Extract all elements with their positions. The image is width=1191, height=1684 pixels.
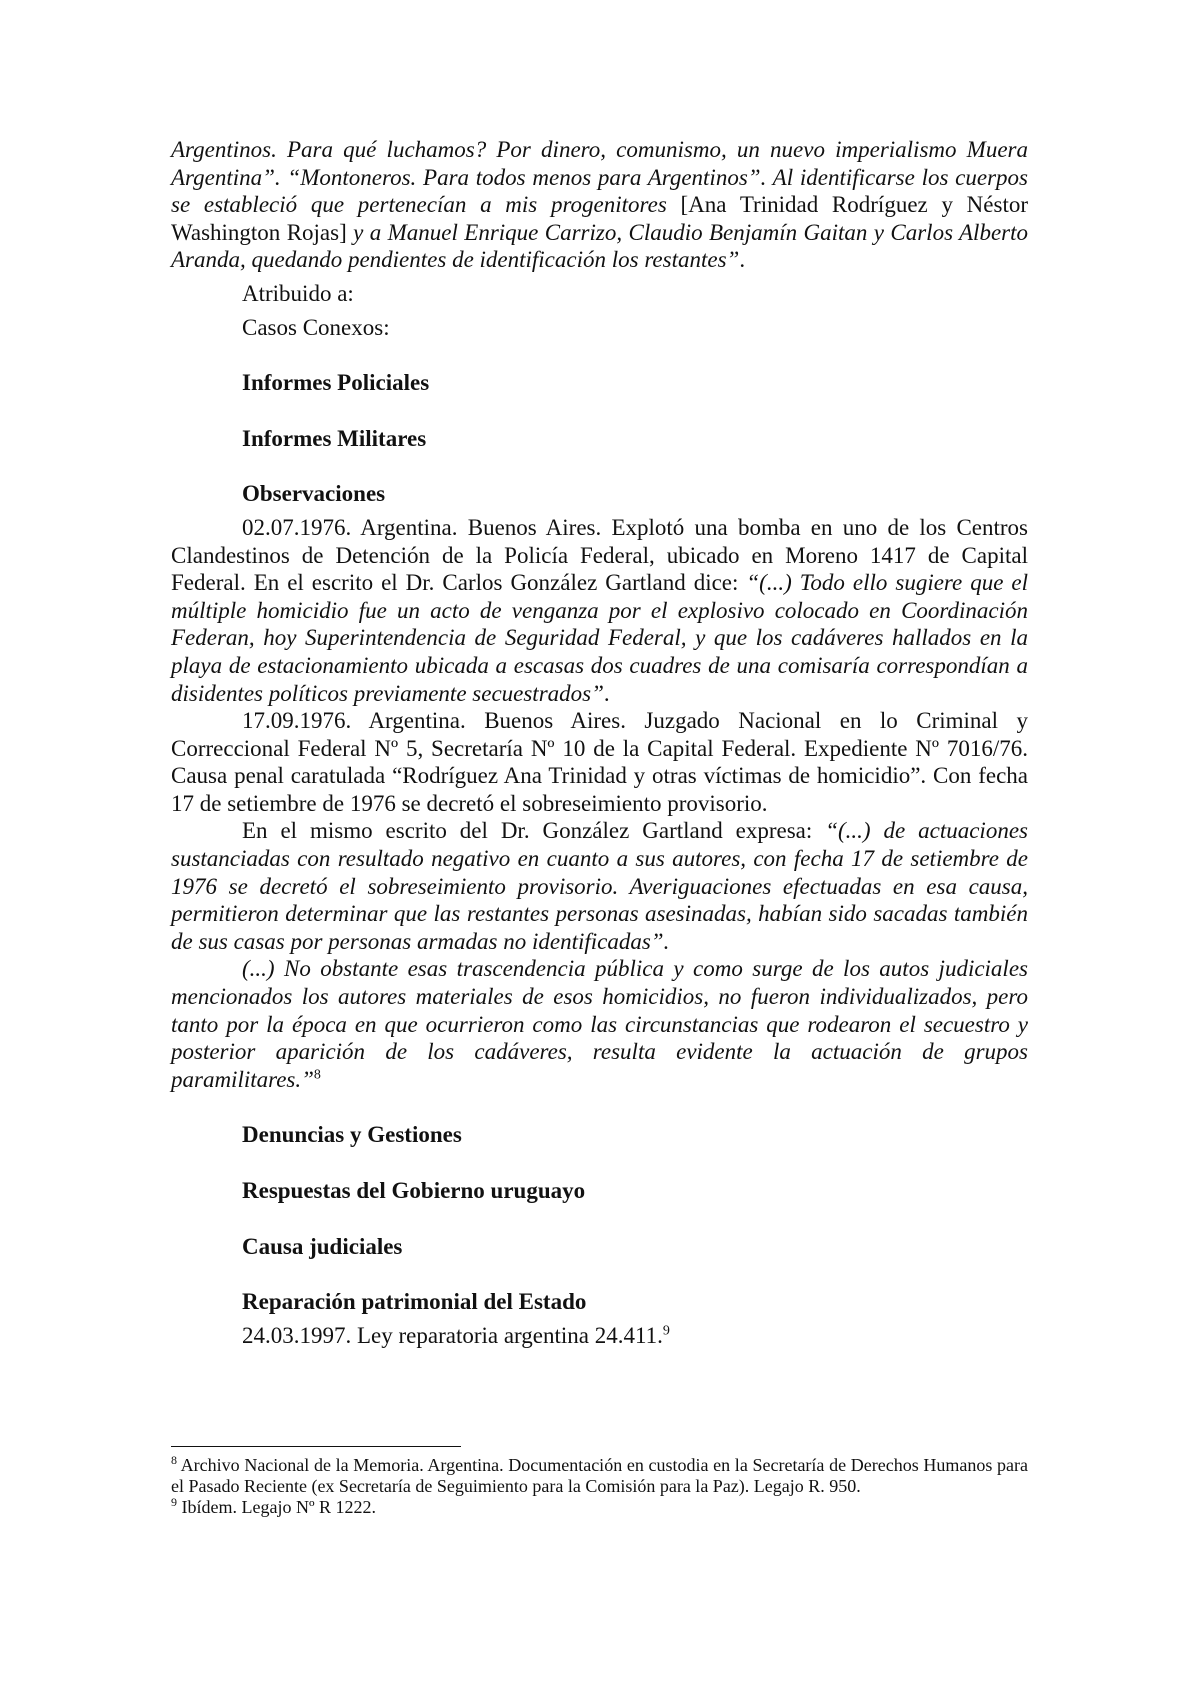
observation-paragraph-4 [171,955,1028,1093]
observation-1-period: . [603,680,610,706]
footnote-number: 9 [171,1495,177,1509]
heading-police-reports: Informes Policiales [242,370,430,396]
observation-1-quote: “(...) Todo ello sugiere que el múltiple homicidio fue un acto de venganza por el explosivo colocado en Coordinación Federan, hoy Superintendencia de Seguridad Federal, y que los cadáveres hallados en la playa de estacionamiento ubicada a escasas dos cuadres de una comisaría correspondían a disidentes políticos previamente secuestrados” [171,570,1028,706]
footnote-8 [171,1455,1028,1497]
observation-paragraph-1 [171,514,1028,707]
reparation-law [242,1322,1028,1350]
footnote-separator [171,1446,461,1447]
testimony-names: [Ana Trinidad Rodríguez y Néstor Washington Rojas] [171,192,1028,245]
testimony-paragraph [171,136,1028,274]
footnote-ref-8[interactable]: 8 [313,1067,321,1083]
footnote-number: 8 [171,1453,177,1467]
heading-state-reparation: Reparación patrimonial del Estado [242,1289,587,1315]
observation-paragraph-3 [171,817,1028,955]
observation-3-quote: “(...) de actuaciones sustanciadas con resultado negativo en cuanto a sus autores, con fecha 17 de setiembre de 1976 se decretó el sobreseimiento provisorio. Averiguaciones efectuadas en esa causa, permitieron determinar que las restantes personas asesinadas, habían sido sacadas también de sus casas por personas armadas no identificadas”. [171,818,1028,954]
testimony-quote: Argentinos. Para qué luchamos? Por dinero, comunismo, un nuevo imperialismo Muera Argentina”. “Montoneros. Para todos menos para Argentinos”. Al identificarse los cuerpos se estableció que pertenecían a mis progenitores [171,137,1028,218]
testimony-quote-end: y a Manuel Enrique Carrizo, Claudio Benjamín Gaitan y Carlos Alberto Aranda, quedando pendientes de identificación los restantes” [171,219,1028,273]
observation-paragraph-2: 17.09.1976. Argentina. Buenos Aires. Juzgado Nacional en lo Criminal y Correccional Federal Nº 5, Secretaría Nº 10 de la Capital Federal. Expediente Nº 7016/76. Causa penal caratulada “Rodríguez Ana Trinidad y otras víctimas de homicidio”. Con fecha 17 de setiembre de 1976 se decretó el sobreseimiento provisorio. [171,708,1028,816]
reparation-law-text: 24.03.1997. Ley reparatoria argentina 24.411. [242,1322,663,1348]
heading-government-responses: Respuestas del Gobierno uruguayo [242,1178,586,1203]
footnotes [171,1455,1028,1518]
observation-4-quote: (...) No obstante esas trascendencia pública y como surge de los autos judiciales mencionados los autores materiales de esos homicidios, no fueron individualizados, pero tanto por la época en que ocurrieron como las circunstancias que rodearon el secuestro y posterior aparición de los cadáveres, resulta evidente la actuación de grupos paramilitares.” [171,956,1028,1092]
testimony-period: . [739,247,746,273]
attributed-to-label: Atribuido a: [242,280,354,306]
footnote-9 [171,1497,1028,1518]
heading-complaints: Denuncias y Gestiones [242,1122,462,1148]
footnote-text: Ibídem. Legajo Nº R 1222. [177,1497,377,1517]
related-cases-label: Casos Conexos: [242,314,390,340]
heading-military-reports: Informes Militares [242,425,427,451]
observation-1-text: 02.07.1976. Argentina. Buenos Aires. Explotó una bomba en uno de los Centros Clandestinos de Detención de la Policía Federal, ubicado en Moreno 1417 de Capital Federal. En el escrito el Dr. Carlos González Gartland dice: [171,514,1028,596]
footnote-ref-9[interactable]: 9 [662,1323,670,1339]
observation-3-text: En el mismo escrito del Dr. González Gartland expresa: [242,818,826,844]
heading-observations: Observaciones [242,481,386,507]
heading-judicial-cases: Causa judiciales [242,1233,403,1259]
footnote-text: Archivo Nacional de la Memoria. Argentina. Documentación en custodia en la Secretaría de Derechos Humanos para el Pasado Reciente (ex Secretaría de Seguimiento para la Comisión para la Paz). Legajo R. 950. [171,1455,1028,1496]
document-body [171,136,1028,1349]
